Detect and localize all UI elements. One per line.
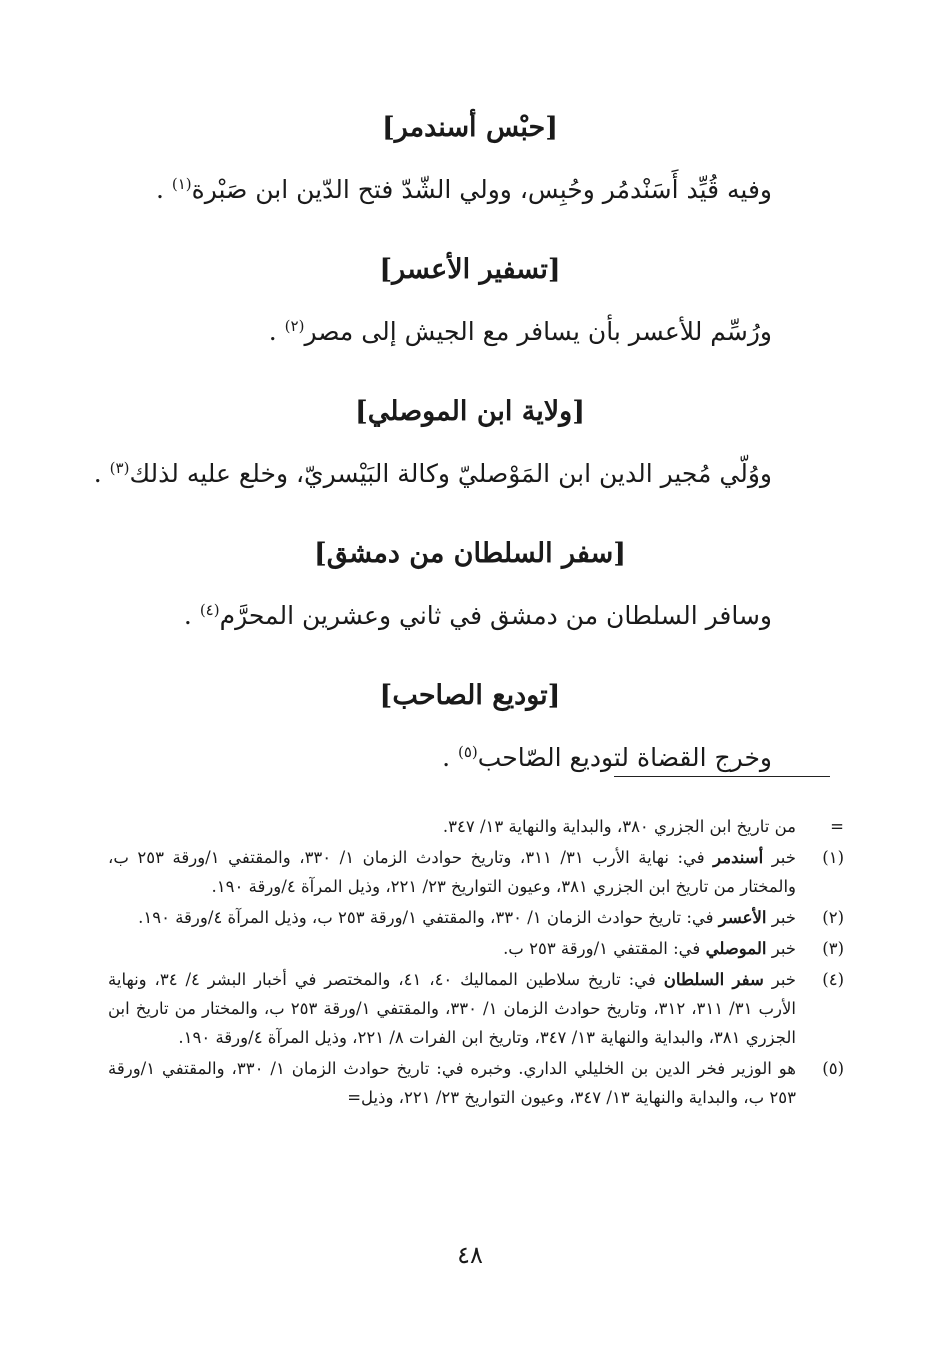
footnote-text	[108, 812, 796, 841]
paragraph-end: .	[183, 601, 200, 630]
footnote-keyword: الموصلي	[705, 939, 767, 958]
footnote-keyword: أسندمر	[713, 848, 764, 867]
paragraph-text: وخرج القضاة لتوديع الصّاحب	[477, 743, 772, 772]
section-safar-alsultan	[110, 534, 830, 636]
footnote-keyword: سفر السلطان	[663, 970, 764, 989]
footnote-lead: خبر	[763, 848, 796, 867]
section-paragraph	[93, 454, 830, 494]
footnote-lead: خبر	[766, 908, 796, 927]
footnote-number: (٤)	[822, 970, 844, 989]
footnote-number: (٥)	[822, 1059, 844, 1078]
section-habs-asandamur	[110, 108, 830, 210]
footnote-rest: في: المقتفي ١/ورقة ٢٥٣ ب.	[503, 939, 706, 958]
footnote-5	[108, 1054, 844, 1112]
section-heading: [ولاية ابن الموصلي]	[354, 396, 585, 427]
footnote-text	[108, 843, 796, 901]
section-heading: [سفر السلطان من دمشق]	[314, 538, 626, 569]
paragraph-end: .	[93, 459, 110, 488]
paragraph-text: ووُلّي مُجير الدين ابن المَوْصليّ وكالة البَيْسريّ، وخلع عليه لذلك	[129, 459, 772, 488]
section-tasfir-alaasar	[110, 250, 830, 352]
footnotes	[108, 812, 844, 1114]
paragraph-text: وفيه قُيِّد أَسَنْدمُر وحُبِس، وولي الشّدّ فتح الدّين ابن صَبْرة	[191, 175, 772, 204]
footnote-ref: (٣)	[109, 459, 130, 477]
footnote-ref: (٤)	[199, 601, 220, 619]
section-heading: [حبْس أسندمر]	[381, 112, 558, 143]
paragraph-end: .	[442, 743, 458, 772]
footnote-number: (١)	[822, 848, 844, 867]
footnote-text	[108, 1054, 796, 1112]
footnote-number: (٣)	[822, 939, 844, 958]
main-text	[93, 108, 830, 818]
footnote-rest: في: تاريخ سلاطين المماليك ٤٠، ٤١، والمختصر في أخبار البشر ٤/ ٣٤، ونهاية الأرب ٣١/ ٣١١، ٣١٢، وتاريخ حوادث الزمان ١/ ٣٣٠، والمقتفي ١/ورقة ٢٥٣ ب، والمختار من تاريخ ابن الجزري ٣٨١، والبداية والنهاية ١٣/ ٣٤٧، وتاريخ ابن الفرات ٨/ ٢٢١، وذيل المرآة ٤/ورقة ١٩٠.	[108, 970, 796, 1047]
footnote-number: (٢)	[822, 908, 844, 927]
footnote-ref: (١)	[171, 175, 192, 193]
paragraph-end: .	[155, 175, 172, 204]
section-paragraph	[110, 738, 830, 778]
footnote-text	[108, 965, 796, 1052]
footnote-ref: (٥)	[457, 743, 478, 761]
section-heading: [تسفير الأعسر]	[379, 254, 561, 285]
footnote-rest: من تاريخ ابن الجزري ٣٨٠، والبداية والنهاية ١٣/ ٣٤٧.	[442, 817, 796, 836]
page-number: ٤٨	[457, 1241, 483, 1269]
section-paragraph	[110, 312, 830, 352]
footnote-keyword: الأعسر	[718, 908, 767, 927]
footnote-lead: هو الوزير فخر الدين بن الخليلي الداري. وخبره في: تاريخ حوادث الزمان ١/ ٣٣٠، والمقتفي ١/ورقة ٢٥٣ ب، والبداية والنهاية ١٣/ ٣٤٧، وعيون التواريخ ٢٣/ ٢٢١، وذيل=	[108, 1059, 797, 1107]
section-tawdi-alsahib	[110, 676, 830, 778]
footnote-ref: (٢)	[284, 317, 305, 335]
footnote-text	[108, 903, 796, 932]
footnote-3	[108, 934, 844, 963]
footnote-continuation	[108, 812, 844, 841]
section-heading: [توديع الصاحب]	[379, 680, 561, 711]
footnote-separator	[614, 776, 830, 777]
paragraph-end: .	[268, 317, 285, 346]
footnote-rest: في: نهاية الأرب ٣١/ ٣١١، وتاريخ حوادث الزمان ١/ ٣٣٠، والمقتفي ١/ورقة ٢٥٣ ب، والمختار من تاريخ ابن الجزري ٣٨١، وعيون التواريخ ٢٣/ ٢٢١، وذيل المرآة ٤/ورقة ١٩٠.	[108, 848, 796, 896]
footnote-rest: في: تاريخ حوادث الزمان ١/ ٣٣٠، والمقتفي ١/ورقة ٢٥٣ ب، وذيل المرآة ٤/ورقة ١٩٠.	[138, 908, 719, 927]
footnote-number: =	[830, 817, 844, 836]
section-paragraph	[110, 596, 830, 636]
footnote-4	[108, 965, 844, 1052]
footnote-text	[108, 934, 796, 963]
paragraph-text: ورُسِّم للأعسر بأن يسافر مع الجيش إلى مصر	[304, 317, 772, 346]
section-paragraph	[110, 170, 830, 210]
footnote-2	[108, 903, 844, 932]
footnote-1	[108, 843, 844, 901]
paragraph-text: وسافر السلطان من دمشق في ثاني وعشرين المحرَّم	[219, 601, 772, 630]
footnote-lead: خبر	[763, 970, 797, 989]
footnote-lead: خبر	[766, 939, 796, 958]
section-wilayat-ibn-almawsili	[93, 392, 830, 494]
